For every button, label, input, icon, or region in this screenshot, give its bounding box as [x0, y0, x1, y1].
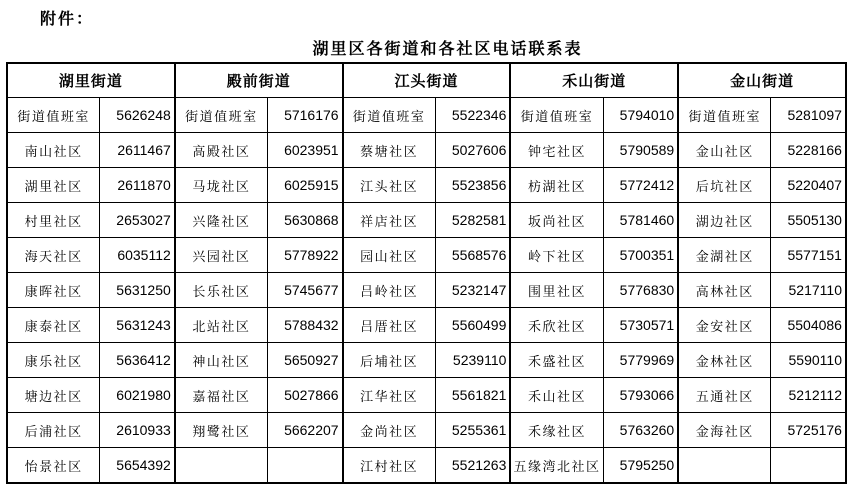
table-row: [176, 272, 342, 307]
phone-number-cell: 5730571: [603, 308, 678, 342]
phone-number-cell: 5650927: [267, 343, 342, 377]
table-row: [8, 132, 174, 167]
table-row: [679, 377, 845, 412]
community-name-cell: 钟宅社区: [527, 143, 586, 159]
community-name-cell: 金海社区: [695, 423, 754, 439]
street-column-2: [174, 64, 342, 482]
phone-number-cell: 5745677: [267, 273, 342, 307]
table-row: [344, 412, 510, 447]
community-name-cell: 高殿社区: [192, 143, 251, 159]
phone-number-cell: 5631250: [99, 273, 174, 307]
table-row: [8, 272, 174, 307]
phone-number-cell: 5781460: [603, 203, 678, 237]
street-header: 江头街道: [394, 73, 459, 90]
phone-number-cell: 5027866: [267, 378, 342, 412]
phone-number-cell: 5654392: [99, 448, 174, 482]
table-row: [511, 412, 677, 447]
community-name-cell: 围里社区: [527, 283, 586, 299]
community-name-cell: 康乐社区: [24, 353, 83, 369]
community-name-cell: 兴隆社区: [192, 213, 251, 229]
community-name-cell: 坂尚社区: [527, 213, 586, 229]
community-name-cell: 湖里社区: [24, 178, 83, 194]
table-row: [176, 447, 342, 482]
community-name-cell: 北站社区: [192, 318, 251, 334]
phone-number-cell: 5626248: [99, 98, 174, 132]
community-name-cell: 嘉福社区: [192, 388, 251, 404]
phone-number-cell: 5577151: [770, 238, 845, 272]
phone-number-cell: 5560499: [435, 308, 510, 342]
phone-number-cell: 5631243: [99, 308, 174, 342]
table-row: [176, 97, 342, 132]
phone-number-cell: 5772412: [603, 168, 678, 202]
phone-number-cell: 5725176: [770, 413, 845, 447]
table-row: [511, 97, 677, 132]
phone-number-cell: 5212112: [770, 378, 845, 412]
community-name-cell: 后埔社区: [360, 353, 419, 369]
phone-number-cell: 2610933: [99, 413, 174, 447]
phone-number-cell: 5700351: [603, 238, 678, 272]
phone-number-cell: 5568576: [435, 238, 510, 272]
table-row: [344, 132, 510, 167]
community-name-cell: 神山社区: [192, 353, 251, 369]
table-row: [176, 237, 342, 272]
community-name-cell: 金林社区: [695, 353, 754, 369]
phone-number-cell: 5763260: [603, 413, 678, 447]
community-name-cell: [176, 448, 267, 482]
community-name-cell: 街道值班室: [352, 108, 426, 124]
phone-number-cell: 5523856: [435, 168, 510, 202]
community-name-cell: 岭下社区: [527, 248, 586, 264]
community-name-cell: 金湖社区: [695, 248, 754, 264]
table-row: [344, 202, 510, 237]
phone-number-cell: 5776830: [603, 273, 678, 307]
community-name-cell: 后坑社区: [695, 178, 754, 194]
table-row: [679, 167, 845, 202]
phone-number-cell: 5027606: [435, 133, 510, 167]
table-row: [511, 202, 677, 237]
community-name-cell: 怡景社区: [24, 458, 83, 474]
table-row: [511, 272, 677, 307]
phone-number-cell: 5561821: [435, 378, 510, 412]
community-name-cell: 枋湖社区: [527, 178, 586, 194]
phone-number-cell: [770, 448, 845, 482]
community-name-cell: 南山社区: [24, 143, 83, 159]
table-row: [511, 447, 677, 482]
community-name-cell: 马垅社区: [192, 178, 251, 194]
table-row: [511, 342, 677, 377]
phone-number-cell: 2611870: [99, 168, 174, 202]
phone-number-cell: 5239110: [435, 343, 510, 377]
community-name-cell: 湖边社区: [695, 213, 754, 229]
community-name-cell: 街道值班室: [688, 108, 762, 124]
phone-number-cell: 2611467: [99, 133, 174, 167]
phone-number-cell: 5255361: [435, 413, 510, 447]
table-row: [176, 377, 342, 412]
table-row: [511, 237, 677, 272]
phone-number-cell: 5281097: [770, 98, 845, 132]
phone-number-cell: 5794010: [603, 98, 678, 132]
table-row: [8, 167, 174, 202]
phone-number-cell: 6023951: [267, 133, 342, 167]
table-row: [344, 97, 510, 132]
table-row: [344, 377, 510, 412]
street-header: 禾山街道: [562, 73, 627, 90]
phone-number-cell: 5795250: [603, 448, 678, 482]
phone-number-cell: 5505130: [770, 203, 845, 237]
table-row: [344, 307, 510, 342]
community-name-cell: 吕岭社区: [360, 283, 419, 299]
community-name-cell: [679, 448, 770, 482]
phone-number-cell: [267, 448, 342, 482]
table-row: [8, 97, 174, 132]
table-row: [344, 237, 510, 272]
table-row: [511, 307, 677, 342]
community-name-cell: 园山社区: [360, 248, 419, 264]
community-name-cell: 五通社区: [695, 388, 754, 404]
table-row: [176, 412, 342, 447]
community-name-cell: 金尚社区: [360, 423, 419, 439]
community-name-cell: 江头社区: [360, 178, 419, 194]
table-row: [8, 377, 174, 412]
community-name-cell: 街道值班室: [185, 108, 258, 124]
phone-number-cell: 6021980: [99, 378, 174, 412]
phone-number-cell: 5217110: [770, 273, 845, 307]
community-name-cell: 金山社区: [695, 143, 754, 159]
phone-number-cell: 6035112: [99, 238, 174, 272]
phone-number-cell: 5282581: [435, 203, 510, 237]
table-row: [344, 342, 510, 377]
community-name-cell: 江华社区: [360, 388, 419, 404]
community-name-cell: 村里社区: [24, 213, 83, 229]
community-name-cell: 金安社区: [695, 318, 754, 334]
table-row: [679, 132, 845, 167]
community-name-cell: 后浦社区: [24, 423, 83, 439]
phone-number-cell: 5778922: [267, 238, 342, 272]
table-row: [8, 237, 174, 272]
street-column-4: [509, 64, 677, 482]
attachment-label: 附件：: [40, 11, 95, 28]
community-name-cell: 高林社区: [695, 283, 754, 299]
community-name-cell: 康晖社区: [24, 283, 83, 299]
community-name-cell: 塘边社区: [24, 388, 83, 404]
table-row: [8, 342, 174, 377]
phone-number-cell: 5662207: [267, 413, 342, 447]
table-row: [8, 447, 174, 482]
phone-number-cell: 5521263: [435, 448, 510, 482]
phone-number-cell: 5716176: [267, 98, 342, 132]
phone-number-cell: 5232147: [435, 273, 510, 307]
street-column-5: [677, 64, 845, 482]
phone-number-cell: 5630868: [267, 203, 342, 237]
table-row: [176, 202, 342, 237]
community-name-cell: 长乐社区: [192, 283, 251, 299]
table-row: [511, 377, 677, 412]
phone-number-cell: 5228166: [770, 133, 845, 167]
community-name-cell: 祥店社区: [360, 213, 419, 229]
table-row: [679, 237, 845, 272]
community-name-cell: 兴园社区: [192, 248, 251, 264]
phone-number-cell: 5220407: [770, 168, 845, 202]
table-row: [679, 272, 845, 307]
phone-number-cell: 5793066: [603, 378, 678, 412]
table-row: [511, 132, 677, 167]
phone-number-cell: 5504086: [770, 308, 845, 342]
table-row: [344, 167, 510, 202]
table-row: [344, 447, 510, 482]
phone-number-cell: 6025915: [267, 168, 342, 202]
table-row: [679, 447, 845, 482]
community-name-cell: 街道值班室: [520, 108, 594, 124]
table-row: [679, 202, 845, 237]
community-name-cell: 海天社区: [24, 248, 83, 264]
street-header: 金山街道: [730, 73, 795, 90]
table-row: [679, 307, 845, 342]
table-row: [8, 412, 174, 447]
phone-number-cell: 5779969: [603, 343, 678, 377]
phone-number-cell: 5790589: [603, 133, 678, 167]
table-row: [511, 167, 677, 202]
community-name-cell: 吕厝社区: [360, 318, 419, 334]
street-column-1: [8, 64, 174, 482]
table-row: [344, 272, 510, 307]
phone-number-cell: 5788432: [267, 308, 342, 342]
street-header: 殿前街道: [226, 73, 291, 90]
table-row: [679, 97, 845, 132]
table-row: [176, 132, 342, 167]
phone-contact-table: [6, 62, 847, 484]
table-row: [176, 307, 342, 342]
table-row: [8, 202, 174, 237]
table-row: [176, 342, 342, 377]
street-column-3: [342, 64, 510, 482]
phone-number-cell: 5590110: [770, 343, 845, 377]
community-name-cell: 禾缘社区: [527, 423, 586, 439]
community-name-cell: 禾盛社区: [527, 353, 586, 369]
phone-number-cell: 2653027: [99, 203, 174, 237]
table-row: [679, 412, 845, 447]
community-name-cell: 禾欣社区: [527, 318, 586, 334]
street-header: 湖里街道: [58, 73, 123, 90]
community-name-cell: 江村社区: [360, 458, 419, 474]
table-row: [8, 307, 174, 342]
phone-number-cell: 5522346: [435, 98, 510, 132]
table-row: [176, 167, 342, 202]
phone-number-cell: 5636412: [99, 343, 174, 377]
community-name-cell: 禾山社区: [527, 388, 586, 404]
community-name-cell: 街道值班室: [17, 108, 90, 124]
table-title: 湖里区各街道和各社区电话联系表: [312, 41, 583, 58]
community-name-cell: 蔡塘社区: [360, 143, 419, 159]
community-name-cell: 翔鹭社区: [192, 423, 251, 439]
table-row: [679, 342, 845, 377]
community-name-cell: 五缘湾北社区: [513, 458, 601, 474]
community-name-cell: 康泰社区: [24, 318, 83, 334]
